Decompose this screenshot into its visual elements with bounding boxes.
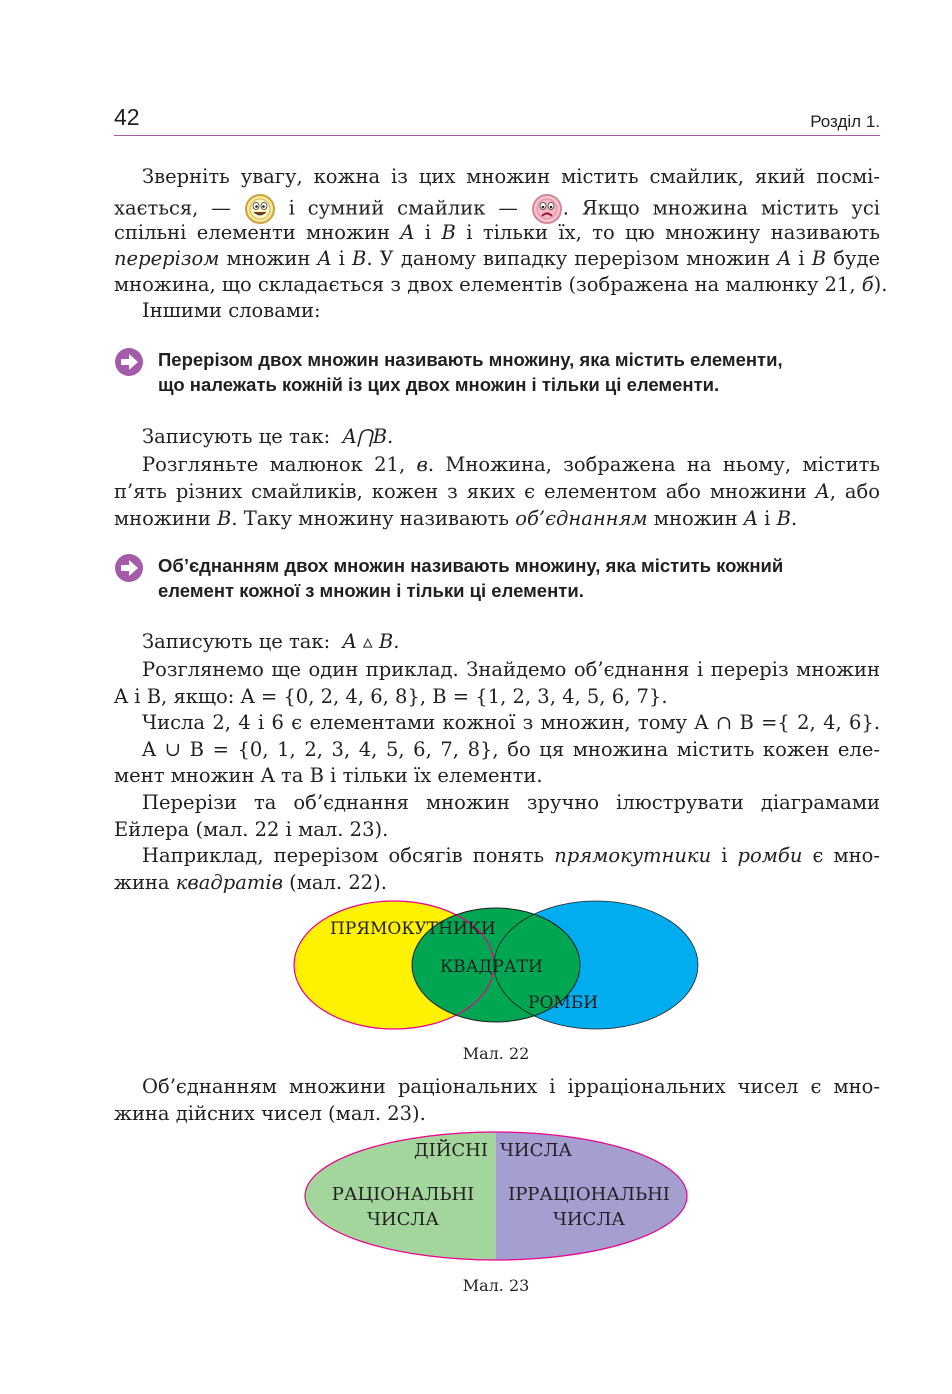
- para3-line2: п’ять різних смайликів, кожен з яких є елементом або множини A, або: [114, 480, 880, 503]
- para1-line5: множина, що складається з двох елементів (зображена на малюнку 21, б).: [114, 273, 888, 296]
- para1-line2: хається, — і сумний смайлик — . Якщо множина містить усі: [114, 193, 880, 225]
- header-divider: [114, 135, 880, 136]
- para6-line2: жина квадратів (мал. 22).: [114, 871, 387, 894]
- para3-line1: Розгляньте малюнок 21, в. Множина, зображена на ньому, містить: [142, 453, 880, 476]
- definition-arrow-icon: [114, 553, 144, 583]
- figure-23-caption: Мал. 23: [462, 1276, 530, 1295]
- definition-intersection-line2: що належать кожній із цих двох множин і тільки ці елементи.: [158, 374, 720, 395]
- label-irrational-numbers: ЧИСЛА: [552, 1209, 626, 1230]
- euler-diagram-real-numbers: [300, 1128, 692, 1264]
- para1-line3: спільні елементи множин A і B і тільки їх, то цю множину називають: [114, 221, 881, 244]
- notation-union: Записують це так: A ▵ B.: [142, 630, 400, 653]
- para7-line2: жина дійсних чисел (мал. 23).: [114, 1102, 426, 1125]
- para4-line2: A і B, якщо: A = {0, 2, 4, 6, 8}, B = {1, 2, 3, 4, 5, 6, 7}.: [114, 685, 668, 708]
- definition-union-line1: Об’єднанням двох множин називають множину, яка містить кожний: [158, 555, 784, 576]
- definition-arrow-icon: [114, 347, 144, 377]
- para2: Іншими словами:: [142, 299, 321, 322]
- label-squares: КВАДРАТИ: [440, 957, 543, 977]
- page-number: 42: [114, 104, 140, 130]
- label-rational: РАЦІОНАЛЬНІ: [331, 1184, 475, 1205]
- para1-line1: Зверніть увагу, кожна із цих множин містить смайлик, який посмі-: [142, 165, 880, 188]
- definition-union-line2: елемент кожної з множин і тільки ці елементи.: [158, 580, 584, 601]
- label-real: ДІЙСНІ: [413, 1140, 488, 1161]
- euler-diagram-rectangles-rhombuses: [290, 896, 702, 1034]
- para4-line3: Числа 2, 4 і 6 є елементами кожної з множин, тому A ∩ B ={ 2, 4, 6}.: [142, 711, 880, 734]
- para5-line1: Перерізи та об’єднання множин зручно ілюструвати діаграмами: [142, 791, 880, 814]
- notation-intersection: Записують це так: A⋂B.: [142, 425, 394, 448]
- label-rectangles: ПРЯМОКУТНИКИ: [330, 919, 496, 939]
- label-rational-numbers: ЧИСЛА: [366, 1209, 440, 1230]
- figure-22-caption: Мал. 22: [462, 1044, 530, 1063]
- label-numbers: ЧИСЛА: [500, 1140, 573, 1161]
- label-irrational: ІРРАЦІОНАЛЬНІ: [508, 1184, 670, 1205]
- para5-line2: Ейлера (мал. 22 і мал. 23).: [114, 818, 389, 841]
- section-title: Розділ 1.: [810, 112, 880, 131]
- para3-line3: множини B. Таку множину називають об’єднанням множин A і B.: [114, 507, 798, 530]
- para4-line1: Розглянемо ще один приклад. Знайдемо об’єднання і переріз множин: [142, 658, 880, 681]
- para6-line1: Наприклад, перерізом обсягів понять прямокутники і ромби є мно-: [142, 844, 880, 867]
- para1-line4: перерізом множин A і B. У даному випадку перерізом множин A і B буде: [114, 247, 880, 270]
- definition-intersection-line1: Перерізом двох множин називають множину, яка містить елементи,: [158, 349, 783, 370]
- para4-line5: мент множин A та B і тільки їх елементи.: [114, 764, 543, 787]
- label-rhombuses: РОМБИ: [528, 993, 599, 1013]
- para4-line4: A ∪ B = {0, 1, 2, 3, 4, 5, 6, 7, 8}, бо ця множина містить кожен еле-: [142, 738, 880, 761]
- para7-line1: Об’єднанням множини раціональних і ірраціональних чисел є мно-: [142, 1075, 880, 1098]
